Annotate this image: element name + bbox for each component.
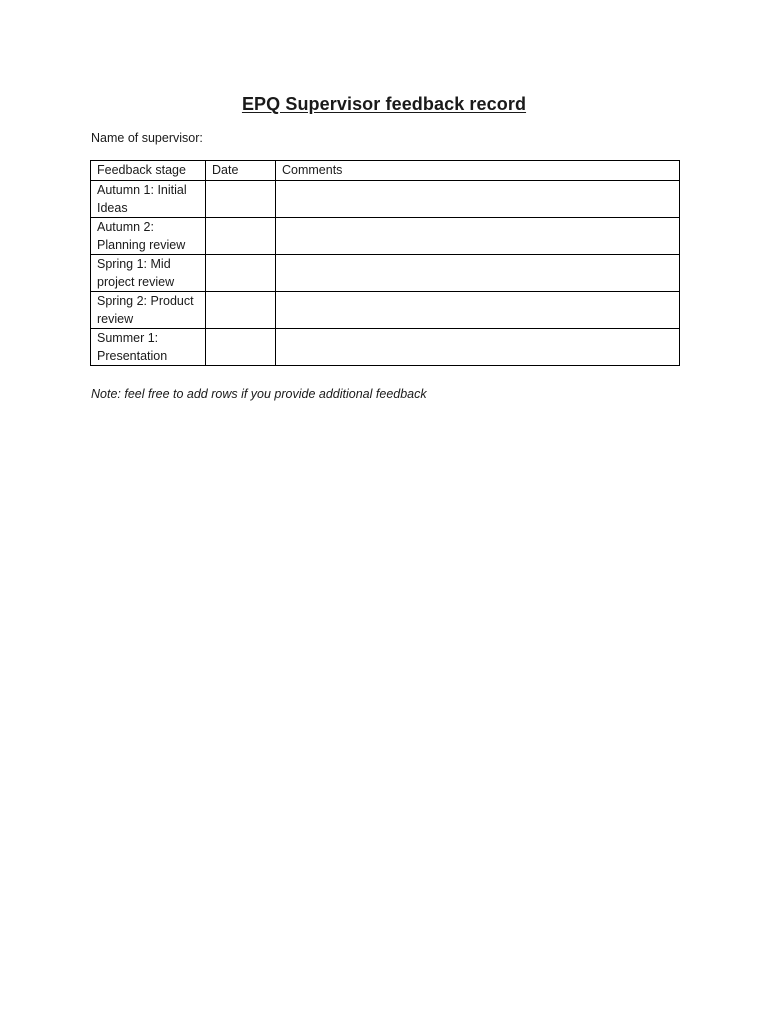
supervisor-name-label: Name of supervisor: [91,131,203,145]
header-date: Date [206,161,276,181]
cell-date[interactable] [206,218,276,255]
table-row [91,181,680,218]
cell-feedback-stage: Spring 1: Mid project review [91,255,206,292]
cell-date[interactable] [206,181,276,218]
table-row [91,292,680,329]
table-row [91,218,680,255]
header-comments: Comments [276,161,680,181]
additional-feedback-note: Note: feel free to add rows if you provide additional feedback [91,387,427,401]
header-feedback-stage: Feedback stage [91,161,206,181]
cell-feedback-stage: Autumn 1: Initial Ideas [91,181,206,218]
cell-comments[interactable] [276,329,680,366]
cell-feedback-stage: Summer 1: Presentation [91,329,206,366]
document-title: EPQ Supervisor feedback record [241,94,527,114]
cell-date[interactable] [206,292,276,329]
cell-feedback-stage: Spring 2: Product review [91,292,206,329]
cell-comments[interactable] [276,218,680,255]
cell-feedback-stage: Autumn 2: Planning review [91,218,206,255]
cell-comments[interactable] [276,292,680,329]
table-row [91,255,680,292]
cell-date[interactable] [206,255,276,292]
cell-date[interactable] [206,329,276,366]
cell-comments[interactable] [276,181,680,218]
table-row [91,329,680,366]
cell-comments[interactable] [276,255,680,292]
table-header-row [91,161,680,181]
feedback-table [90,160,680,366]
